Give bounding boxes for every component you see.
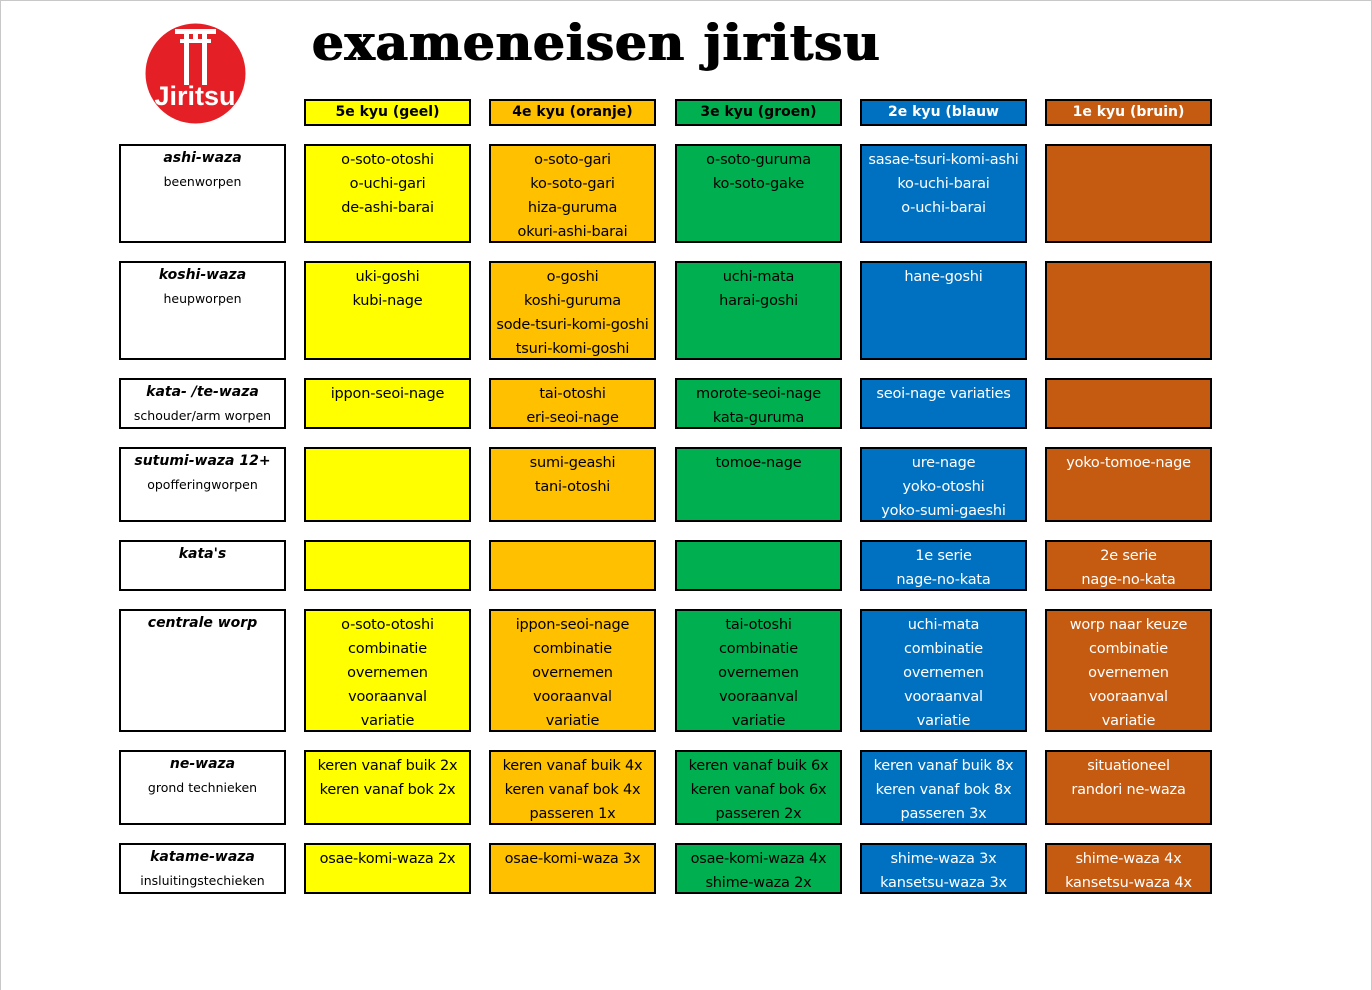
requirement-cell xyxy=(1045,540,1212,591)
technique-line: keren vanaf bok 6x xyxy=(690,782,827,798)
requirement-cell xyxy=(304,750,471,825)
requirement-cell xyxy=(489,447,656,522)
technique-line: hane-goshi xyxy=(904,269,983,285)
technique-line: yoko-otoshi xyxy=(902,479,985,495)
requirement-cell xyxy=(304,540,471,591)
requirement-cell xyxy=(489,378,656,429)
technique-line: combinatie xyxy=(348,641,427,657)
technique-line: vooraanval xyxy=(719,689,798,705)
requirement-cell xyxy=(1045,378,1212,429)
technique-line: variatie xyxy=(731,713,786,729)
technique-line: ko-soto-gari xyxy=(530,176,615,192)
column-header-4: 2e kyu (blauw xyxy=(860,99,1027,126)
technique-line: kansetsu-waza 4x xyxy=(1065,875,1192,891)
technique-line: morote-seoi-nage xyxy=(696,386,821,402)
technique-line: koshi-guruma xyxy=(524,293,621,309)
requirement-cell xyxy=(304,609,471,732)
jiritsu-logo xyxy=(145,23,246,124)
technique-line: o-uchi-gari xyxy=(349,176,426,192)
technique-line: worp naar keuze xyxy=(1069,617,1188,633)
row-label xyxy=(119,144,286,243)
row-label xyxy=(119,750,286,825)
requirement-cell xyxy=(860,609,1027,732)
technique-line: combinatie xyxy=(1089,641,1168,657)
technique-line: uchi-mata xyxy=(722,269,795,285)
requirement-cell xyxy=(675,378,842,429)
technique-line: o-soto-gari xyxy=(534,152,611,168)
technique-line: yoko-sumi-gaeshi xyxy=(881,503,1006,519)
technique-line: hiza-guruma xyxy=(527,200,618,216)
frame-border-top xyxy=(0,0,1372,1)
technique-line: seoi-nage variaties xyxy=(876,386,1011,402)
requirement-cell xyxy=(675,609,842,732)
technique-line: combinatie xyxy=(719,641,798,657)
requirement-cell xyxy=(675,750,842,825)
technique-line: keren vanaf buik 8x xyxy=(873,758,1014,774)
row-title: sutumi-waza 12+ xyxy=(134,453,271,469)
technique-line: ko-soto-gake xyxy=(712,176,805,192)
requirement-cell xyxy=(1045,750,1212,825)
page-title: exameneisen jiritsu xyxy=(312,13,881,72)
technique-line: keren vanaf bok 2x xyxy=(319,782,456,798)
row-subtitle: insluitingstechieken xyxy=(140,873,265,888)
technique-line: nage-no-kata xyxy=(896,572,991,588)
technique-line: nage-no-kata xyxy=(1081,572,1176,588)
technique-line: eri-seoi-nage xyxy=(526,410,619,426)
technique-line: combinatie xyxy=(904,641,983,657)
technique-line: ure-nage xyxy=(911,455,976,471)
row-title: katame-waza xyxy=(150,849,255,865)
technique-line: ko-uchi-barai xyxy=(897,176,990,192)
row-label xyxy=(119,447,286,522)
technique-line: tai-otoshi xyxy=(539,386,606,402)
requirement-cell xyxy=(1045,843,1212,894)
technique-line: ippon-seoi-nage xyxy=(515,617,630,633)
technique-line: keren vanaf bok 4x xyxy=(504,782,641,798)
technique-line: variatie xyxy=(360,713,415,729)
requirement-cell xyxy=(489,843,656,894)
technique-line: harai-goshi xyxy=(719,293,798,309)
requirement-cell xyxy=(860,750,1027,825)
technique-line: keren vanaf buik 6x xyxy=(688,758,829,774)
technique-line: vooraanval xyxy=(1089,689,1168,705)
technique-line: overnemen xyxy=(347,665,428,681)
requirement-cell xyxy=(1045,609,1212,732)
requirement-cell xyxy=(860,540,1027,591)
technique-line: keren vanaf buik 4x xyxy=(502,758,643,774)
technique-line: de-ashi-barai xyxy=(341,200,434,216)
technique-line: passeren 3x xyxy=(900,806,987,822)
requirement-cell xyxy=(860,261,1027,360)
row-subtitle: grond technieken xyxy=(147,780,258,795)
requirement-cell xyxy=(860,378,1027,429)
technique-line: variatie xyxy=(916,713,971,729)
requirement-cell xyxy=(1045,261,1212,360)
technique-line: overnemen xyxy=(1088,665,1169,681)
technique-line: osae-komi-waza 4x xyxy=(690,851,827,867)
technique-line: o-soto-guruma xyxy=(706,152,811,168)
row-title: koshi-waza xyxy=(158,267,247,283)
technique-line: situationeel xyxy=(1087,758,1170,774)
row-title: centrale worp xyxy=(147,615,258,631)
requirement-cell xyxy=(1045,144,1212,243)
technique-line: vooraanval xyxy=(348,689,427,705)
technique-line: uki-goshi xyxy=(355,269,420,285)
technique-line: sode-tsuri-komi-goshi xyxy=(496,317,649,333)
technique-line: uchi-mata xyxy=(907,617,980,633)
technique-line: osae-komi-waza 2x xyxy=(319,851,456,867)
technique-line: vooraanval xyxy=(533,689,612,705)
requirement-cell xyxy=(860,144,1027,243)
row-title: kata's xyxy=(178,546,227,562)
technique-line: o-soto-otoshi xyxy=(341,152,434,168)
requirement-cell xyxy=(304,261,471,360)
row-subtitle: opofferingworpen xyxy=(147,477,258,492)
technique-line: 1e serie xyxy=(915,548,972,564)
requirement-cell xyxy=(304,843,471,894)
technique-line: tai-otoshi xyxy=(725,617,792,633)
technique-line: shime-waza 3x xyxy=(890,851,997,867)
technique-line: overnemen xyxy=(903,665,984,681)
technique-line: keren vanaf bok 8x xyxy=(875,782,1012,798)
column-header-3: 3e kyu (groen) xyxy=(675,99,842,126)
row-title: ashi-waza xyxy=(163,150,242,166)
technique-line: shime-waza 4x xyxy=(1075,851,1182,867)
row-subtitle: beenworpen xyxy=(163,174,242,189)
technique-line: osae-komi-waza 3x xyxy=(504,851,641,867)
technique-line: shime-waza 2x xyxy=(705,875,812,891)
requirement-cell xyxy=(675,144,842,243)
row-label xyxy=(119,843,286,894)
requirement-cell xyxy=(304,144,471,243)
requirement-cell xyxy=(489,609,656,732)
technique-line: sumi-geashi xyxy=(529,455,616,471)
frame-border-left xyxy=(0,0,1,990)
column-header-1: 5e kyu (geel) xyxy=(304,99,471,126)
technique-line: tomoe-nage xyxy=(715,455,802,471)
requirement-cell xyxy=(489,261,656,360)
technique-line: o-soto-otoshi xyxy=(341,617,434,633)
technique-line: ippon-seoi-nage xyxy=(330,386,445,402)
requirement-cell xyxy=(489,750,656,825)
row-subtitle: schouder/arm worpen xyxy=(133,408,272,423)
technique-line: variatie xyxy=(545,713,600,729)
technique-line: kubi-nage xyxy=(352,293,423,309)
technique-line: vooraanval xyxy=(904,689,983,705)
technique-line: sasae-tsuri-komi-ashi xyxy=(868,152,1019,168)
technique-line: o-goshi xyxy=(546,269,599,285)
requirement-cell xyxy=(675,843,842,894)
technique-line: yoko-tomoe-nage xyxy=(1066,455,1191,471)
row-label xyxy=(119,261,286,360)
requirement-cell xyxy=(860,447,1027,522)
technique-line: passeren 2x xyxy=(715,806,802,822)
technique-line: tsuri-komi-goshi xyxy=(515,341,630,357)
technique-line: tani-otoshi xyxy=(534,479,611,495)
requirement-cell xyxy=(489,144,656,243)
technique-line: overnemen xyxy=(718,665,799,681)
row-label xyxy=(119,378,286,429)
svg-text:Jiritsu: Jiritsu xyxy=(154,81,236,111)
row-subtitle: heupworpen xyxy=(163,291,242,306)
technique-line: 2e serie xyxy=(1100,548,1157,564)
requirement-cell xyxy=(489,540,656,591)
row-title: kata- /te-waza xyxy=(146,384,259,400)
requirement-cell xyxy=(675,540,842,591)
technique-line: kata-guruma xyxy=(712,410,805,426)
requirement-cell xyxy=(860,843,1027,894)
technique-line: passeren 1x xyxy=(529,806,616,822)
technique-line: kansetsu-waza 3x xyxy=(880,875,1007,891)
row-title: ne-waza xyxy=(169,756,236,772)
technique-line: keren vanaf buik 2x xyxy=(317,758,458,774)
requirement-cell xyxy=(675,447,842,522)
column-header-5: 1e kyu (bruin) xyxy=(1045,99,1212,126)
column-header-2: 4e kyu (oranje) xyxy=(489,99,656,126)
row-label xyxy=(119,609,286,732)
technique-line: variatie xyxy=(1101,713,1156,729)
requirement-cell xyxy=(304,447,471,522)
technique-line: randori ne-waza xyxy=(1071,782,1186,798)
requirement-cell xyxy=(304,378,471,429)
requirement-cell xyxy=(1045,447,1212,522)
technique-line: o-uchi-barai xyxy=(901,200,986,216)
technique-line: okuri-ashi-barai xyxy=(517,224,628,240)
technique-line: overnemen xyxy=(532,665,613,681)
row-label xyxy=(119,540,286,591)
requirement-cell xyxy=(675,261,842,360)
technique-line: combinatie xyxy=(533,641,612,657)
